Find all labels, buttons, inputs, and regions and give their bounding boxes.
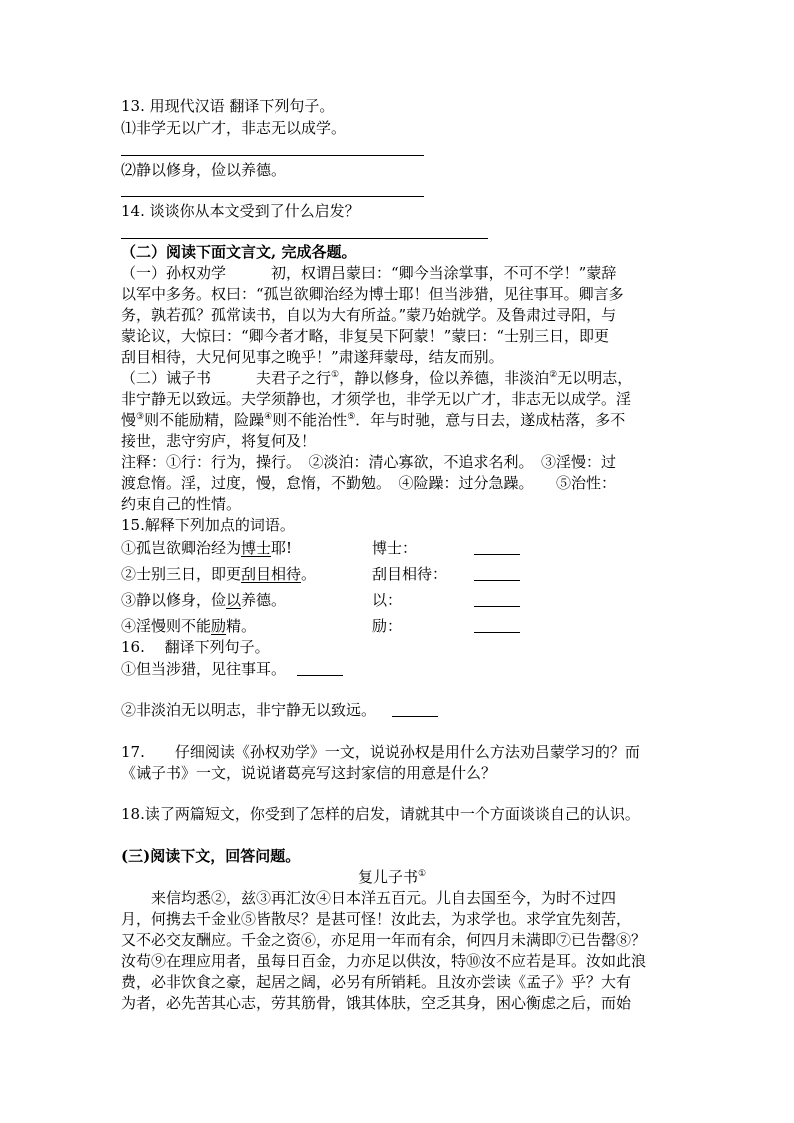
- annotation-line: 约束自己的性情。: [121, 495, 242, 513]
- q13-answer-line-2[interactable]: [121, 196, 424, 197]
- q15-item-sentence: ③静以修身，俭以养德。: [121, 591, 287, 609]
- q17-line: 《诫子书》一文，说说诸葛亮写这封家信的用意是什么？: [121, 764, 497, 782]
- q14-answer-line[interactable]: [121, 238, 488, 239]
- footnote-mark: ④: [264, 412, 273, 422]
- article-line: 来信均悉②，兹③再汇汝④日本洋五百元。儿自去国至今，为时不过四: [121, 889, 617, 907]
- passage-quanxue-line: 蒙论议，大惊曰：“卿今者才略，非复吴下阿蒙！”蒙曰：“士别三日，即更: [121, 327, 610, 345]
- key-word: 励: [211, 617, 227, 635]
- passage-jiezishu-line: 接世，悲守穷庐，将复何及！: [121, 432, 317, 450]
- q15-item-sentence: ④淫慢则不能励精。: [121, 617, 257, 635]
- q15-answer-blank[interactable]: [474, 580, 520, 581]
- key-word: 以: [226, 591, 242, 609]
- q16-title: 16. 翻译下列句子。: [121, 638, 270, 656]
- q15-title: 15.解释下列加点的词语。: [121, 516, 295, 534]
- article-line: 汝苟⑨在理应用者，虽每日百金，力亦足以供汝，特⑩汝不应若是耳。汝如此浪: [121, 952, 647, 970]
- q15-item-term: 以：: [372, 591, 403, 609]
- q14-title: 14. 谈谈你从本文受到了什么启发？: [121, 202, 360, 220]
- passage-quanxue-line: 务，孰若孤？孤常读书，自以为大有所益。”蒙乃始就学。及鲁肃过寻阳，与: [121, 306, 617, 324]
- passage-quanxue-line: 以军中多务。权曰：“孤岂欲卿治经为博士耶！但当涉猎，见往事耳。卿言多: [121, 285, 624, 303]
- passage-jiezishu-line: （二）诫子书 夫君子之行①，静以修身，俭以养德，非淡泊②无以明志，: [121, 369, 633, 387]
- section-3-heading: (三)阅读下文，回答问题。: [121, 847, 301, 865]
- passage-quanxue-line: （一）孙权劝学 初，权谓吕蒙曰：“卿今当涂掌事，不可不学！”蒙辞: [121, 264, 617, 282]
- q16-sentence-2: ②非淡泊无以明志，非宁静无以致远。: [121, 701, 377, 719]
- q15-item-term: 博士：: [372, 539, 418, 557]
- article-line: 费，必非饮食之豪，起居之阔，必另有所销耗。且汝亦尝读《孟子》乎？大有: [121, 973, 632, 991]
- q13-sentence-1: ⑴非学无以广才，非志无以成学。: [121, 119, 347, 137]
- q15-answer-blank[interactable]: [474, 606, 520, 607]
- q15-answer-blank[interactable]: [474, 554, 520, 555]
- q15-answer-blank[interactable]: [474, 632, 520, 633]
- article-line: 为者，必先苦其心志，劳其筋骨，饿其体肤，空乏其身，困心衡虑之后，而始: [121, 994, 632, 1012]
- footnote-mark: ①: [331, 370, 340, 380]
- passage-quanxue-line: 刮目相待，大兄何见事之晚乎！”肃遂拜蒙母，结友而别。: [121, 348, 504, 366]
- annotation-line: 渡怠惰。淫，过度，慢，怠惰，不勤勉。 ④险躁：过分急躁。 ⑤治性：: [121, 474, 617, 492]
- q16-answer-blank-2[interactable]: [392, 716, 438, 717]
- q13-title: 13. 用现代汉语 翻译下列句子。: [121, 97, 335, 115]
- key-word: 博士: [241, 539, 272, 557]
- q15-item-term: 励：: [372, 617, 403, 635]
- q13-sentence-2: ⑵静以修身，俭以养德。: [121, 161, 287, 179]
- passage-jiezishu-line: 慢③则不能励精，险躁④则不能治性⑤．年与时驰，意与日去，遂成枯落，多不: [121, 411, 626, 429]
- q15-item-term: 刮目相待：: [372, 565, 448, 583]
- q17-line: 17. 仔细阅读《孙权劝学》一文，说说孙权是用什么方法劝吕蒙学习的？而: [121, 743, 640, 761]
- q15-item-sentence: ②士别三日，即更刮目相待。: [121, 565, 317, 583]
- footnote-mark: ③: [136, 412, 145, 422]
- q18-text: 18.读了两篇短文，你受到了怎样的启发，请就其中一个方面谈谈自己的认识。: [121, 805, 640, 823]
- footnote-mark: ⑤: [347, 412, 356, 422]
- q13-answer-line-1[interactable]: [121, 155, 424, 156]
- q16-sentence-1: ①但当涉猎，见往事耳。: [121, 660, 287, 678]
- q16-answer-blank-1[interactable]: [297, 675, 343, 676]
- annotation-line: 注释：①行：行为，操行。 ②淡泊：清心寡欲，不追求名利。 ③淫慢：过: [121, 453, 617, 471]
- footnote-mark: ①: [418, 869, 427, 879]
- passage-jiezishu-line: 非宁静无以致远。夫学须静也，才须学也，非学无以广才，非志无以成学。淫: [121, 390, 632, 408]
- section-2-heading: （二）阅读下面文言文, 完成各题。: [121, 243, 357, 261]
- article-line: 又不必交友酬应。千金之资⑥，亦足用一年而有余，何四月未满即⑦已告罄⑧？: [121, 931, 647, 949]
- article-title: 复儿子书①: [358, 868, 427, 886]
- key-word: 刮目相待: [241, 565, 302, 583]
- article-line: 月，何携去千金业⑤皆散尽？是甚可怪！汝此去，为求学也。求学宜先刻苦，: [121, 910, 632, 928]
- footnote-mark: ②: [549, 370, 558, 380]
- q15-item-sentence: ①孤岂欲卿治经为博士耶!: [121, 539, 293, 557]
